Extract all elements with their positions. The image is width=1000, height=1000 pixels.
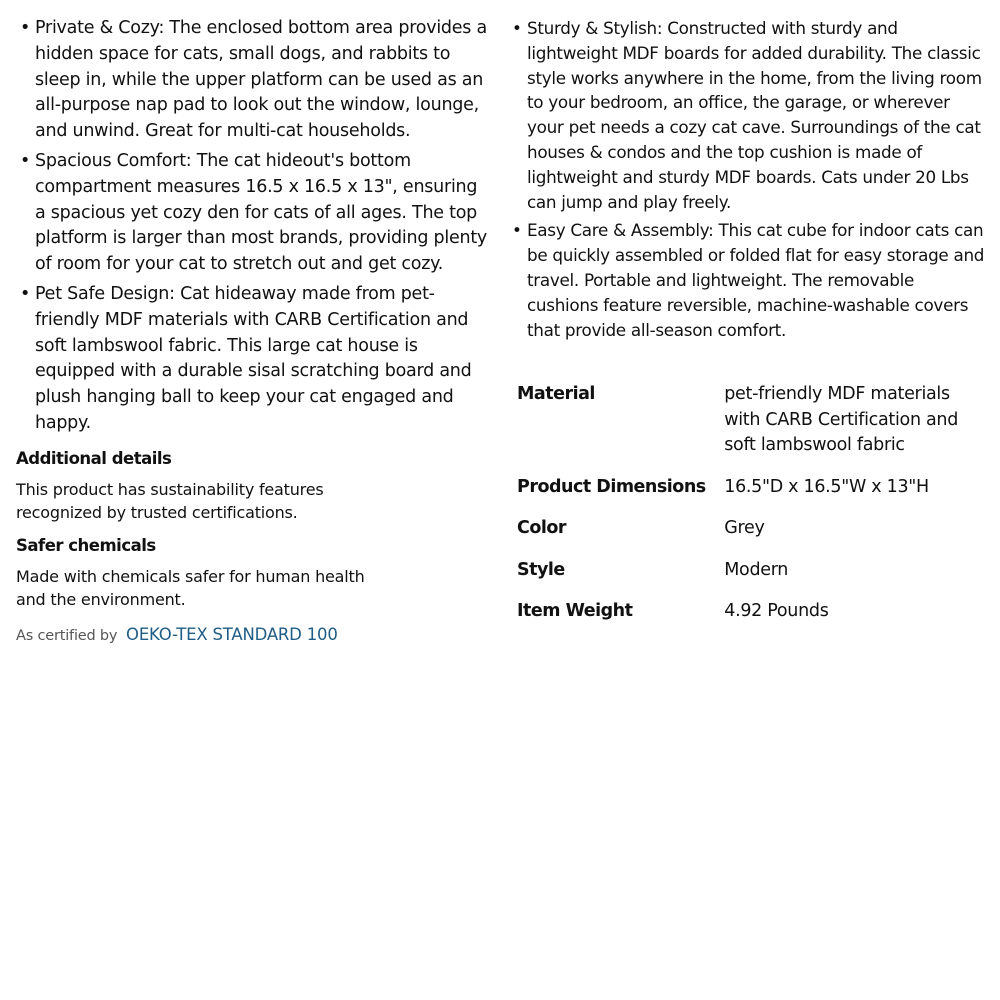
certification-line — [16, 624, 488, 647]
bullet-icon: • — [20, 150, 31, 171]
spec-row — [517, 382, 988, 475]
feature-text: Private & Cozy: The enclosed bottom area provides a hidden space for cats, small dogs, and rabbits to sleep in, while the upper platform can be used as an all-purpose nap pad to look out the window, lounge, and unwind. Great for multi-cat households. — [35, 18, 487, 142]
spec-key: Item Weight — [517, 601, 633, 622]
spec-row — [517, 516, 988, 558]
safer-chemicals-heading: Safer chemicals — [16, 535, 156, 555]
right-column — [508, 16, 988, 641]
additional-details-heading: Additional details — [16, 448, 172, 468]
feature-text: Easy Care & Assembly: This cat cube for indoor cats can be quickly assembled or folded flat for easy storage and travel. Portable and lightweight. The removable cushions feature reversible, machine-washable covers that provide all-season comfort. — [527, 220, 985, 340]
feature-bullet — [16, 149, 488, 278]
bullet-icon: • — [20, 18, 31, 38]
product-specs-table — [517, 382, 988, 641]
feature-bullet — [508, 218, 988, 342]
spec-key: Style — [517, 559, 565, 580]
feature-bullet — [508, 16, 988, 214]
spec-value: Modern — [724, 559, 789, 580]
certified-by-label: As certified by — [16, 627, 118, 644]
left-column — [16, 16, 488, 647]
bullet-icon: • — [512, 18, 522, 38]
spec-value: 4.92 Pounds — [724, 601, 829, 622]
spec-value: Grey — [724, 518, 765, 539]
spec-row — [517, 599, 988, 641]
oeko-tex-link[interactable]: OEKO-TEX STANDARD 100 — [126, 624, 338, 644]
additional-details-text: This product has sustainability features recognized by trusted certifications. — [16, 479, 324, 522]
spec-key: Material — [517, 384, 595, 405]
bullet-icon: • — [512, 220, 522, 241]
bullet-icon: • — [20, 283, 31, 304]
feature-text: Spacious Comfort: The cat hideout's bottom compartment measures 16.5 x 16.5 x 13", ensuring a spacious yet cozy den for cats of all ages. The top platform is larger than most brands, providing plenty of room for your cat to stretch out and get cozy. — [35, 150, 488, 275]
spec-row — [517, 475, 988, 517]
spec-value: 16.5"D x 16.5"W x 13"H — [724, 476, 929, 497]
feature-text: Pet Safe Design: Cat hideaway made from pet-friendly MDF materials with CARB Certification and soft lambswool fabric. This large cat house is equipped with a durable sisal scratching board and plush hanging ball to keep your cat engaged and happy. — [35, 283, 472, 433]
spec-row — [517, 558, 988, 600]
safer-chemicals-text: Made with chemicals safer for human health and the environment. — [16, 566, 365, 609]
feature-list-right — [508, 16, 988, 342]
spec-key: Color — [517, 518, 567, 539]
feature-list-left — [16, 16, 488, 437]
spec-value: pet-friendly MDF materials with CARB Certification and soft lambswool fabric — [724, 384, 959, 456]
feature-text: Sturdy & Stylish: Constructed with sturdy and lightweight MDF boards for added durability. The classic style works anywhere in the home, from the living room to your bedroom, an office, the garage, or wherever your pet needs a cozy cat cave. Surroundings of the cat houses & condos and the top cushion is made of lightweight and sturdy MDF boards. Cats under 20 Lbs can jump and play freely. — [527, 18, 982, 212]
feature-bullet — [16, 16, 488, 145]
feature-bullet — [16, 282, 488, 437]
spec-key: Product Dimensions — [517, 476, 706, 497]
